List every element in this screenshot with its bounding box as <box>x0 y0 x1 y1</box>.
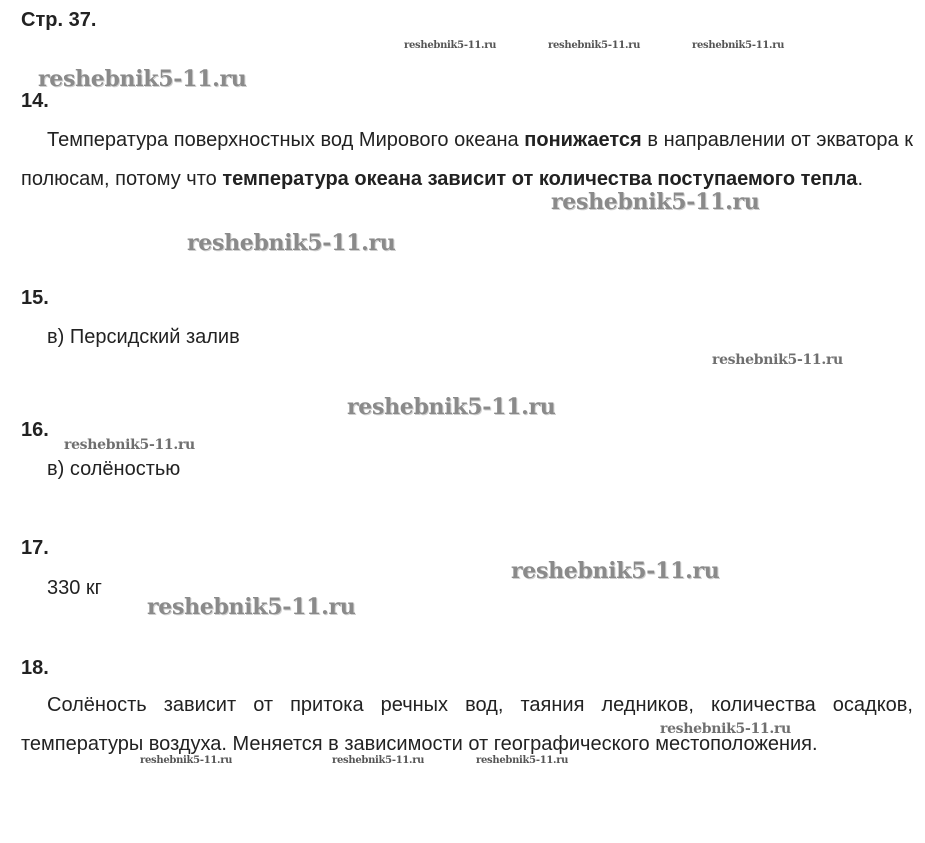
answer-14 <box>21 121 913 199</box>
watermark: reshebnik5-11.ru <box>64 437 195 453</box>
answer-18-text: Солёность зависит от притока речных вод, таяния ледников, количества осадков, температуры воздуха. Меняется в зависимости от географического местоположения. <box>21 694 913 755</box>
answer-14-bold-2: температура океана зависит от количества поступаемого тепла <box>222 168 858 190</box>
question-number-16: 16. <box>21 419 49 441</box>
answer-16: в) солёностью <box>47 458 181 480</box>
watermark: reshebnik5-11.ru <box>548 40 641 51</box>
answer-14-bold-1: понижается <box>524 129 642 151</box>
watermark: reshebnik5-11.ru <box>38 66 247 92</box>
watermark: reshebnik5-11.ru <box>147 594 356 620</box>
watermark: reshebnik5-11.ru <box>140 755 233 766</box>
answer-15: в) Персидский залив <box>47 326 240 348</box>
watermark: reshebnik5-11.ru <box>551 189 760 215</box>
question-number-14: 14. <box>21 90 49 112</box>
question-number-15: 15. <box>21 287 49 309</box>
watermark: reshebnik5-11.ru <box>692 40 785 51</box>
answer-17: 330 кг <box>47 577 102 599</box>
page-header: Стр. 37. <box>21 9 97 31</box>
answer-14-text: . <box>857 168 863 190</box>
watermark: reshebnik5-11.ru <box>404 40 497 51</box>
question-number-18: 18. <box>21 657 49 679</box>
question-number-17: 17. <box>21 537 49 559</box>
watermark: reshebnik5-11.ru <box>476 755 569 766</box>
watermark: reshebnik5-11.ru <box>660 721 791 737</box>
watermark: reshebnik5-11.ru <box>347 394 556 420</box>
answer-14-text: в направлении от экватора к полюсам, потому что <box>21 129 914 190</box>
watermark: reshebnik5-11.ru <box>332 755 425 766</box>
answer-14-text: Температура поверхностных вод Мирового океана <box>47 129 525 151</box>
watermark: reshebnik5-11.ru <box>187 230 396 256</box>
watermark: reshebnik5-11.ru <box>511 558 720 584</box>
watermark: reshebnik5-11.ru <box>712 352 843 368</box>
